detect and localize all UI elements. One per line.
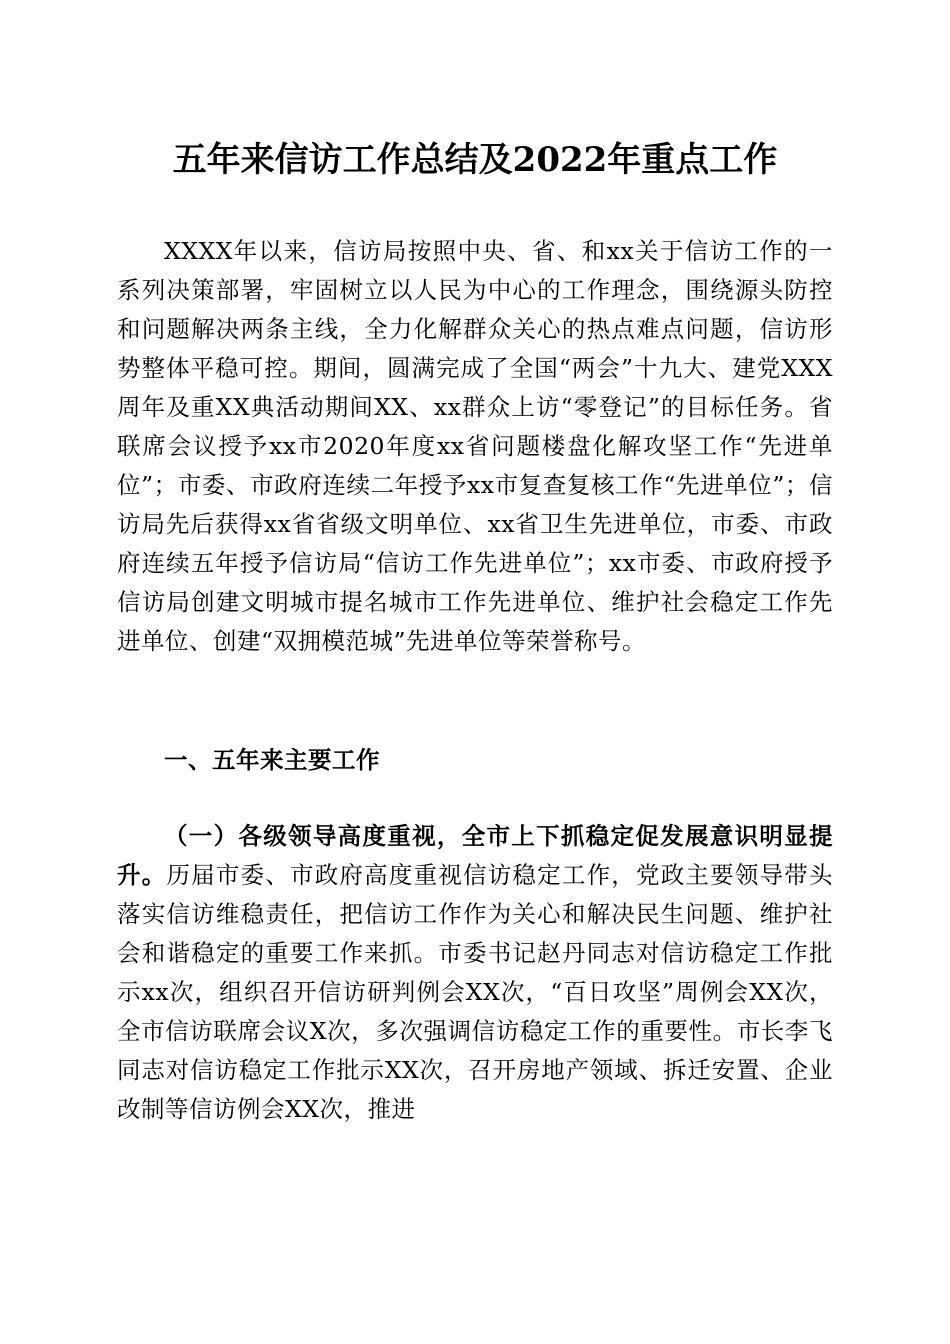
intro-paragraph: XXXX年以来，信访局按照中央、省、和xx关于信访工作的一系列决策部署，牢固树立以人民为中心的工作理念，围绕源头防控和问题解决两条主线，全力化解群众关心的热点难点问题，信访形势整体平稳可控。期间，圆满完成了全国“两会”十九大、建党XXX周年及重XX典活动期间XX、xx群众上访“零登记”的目标任务。省联席会议授予xx市2020年度xx省问题楼盘化解攻坚工作“先进单位”；市委、市政府连续二年授予xx市复查复核工作“先进单位”；信访局先后获得xx省省级文明单位、xx省卫生先进单位，市委、市政府连续五年授予信访局“信访工作先进单位”；xx市委、市政府授予信访局创建文明城市提名城市工作先进单位、维护社会稳定工作先进单位、创建“双拥模范城”先进单位等荣誉称号。 [117,237,833,655]
subsection-body: 历届市委、市政府高度重视信访稳定工作，党政主要领导带头落实信访维稳责任，把信访工作作为关心和解决民生问题、维护社会和谐稳定的重要工作来抓。市委书记赵丹同志对信访稳定工作批示xx次，组织召开信访研判例会XX次，“百日攻坚”周例会XX次，全市信访联席会议X次，多次强调信访稳定工作的重要性。市长李飞同志对信访稳定工作批示XX次，召开房地产领域、拆迁安置、企业改制等信访例会XX次，推进 [117,861,834,1123]
subsection-lead: （一）各级领导高度重视，全市上下抓稳定促发展意识明显提升。 [117,822,833,889]
document-title: 五年来信访工作总结及2022年重点工作 [172,140,778,180]
section-heading-main-work: 一、五年来主要工作 [164,746,380,774]
subsection-paragraph-leadership [117,817,833,1129]
